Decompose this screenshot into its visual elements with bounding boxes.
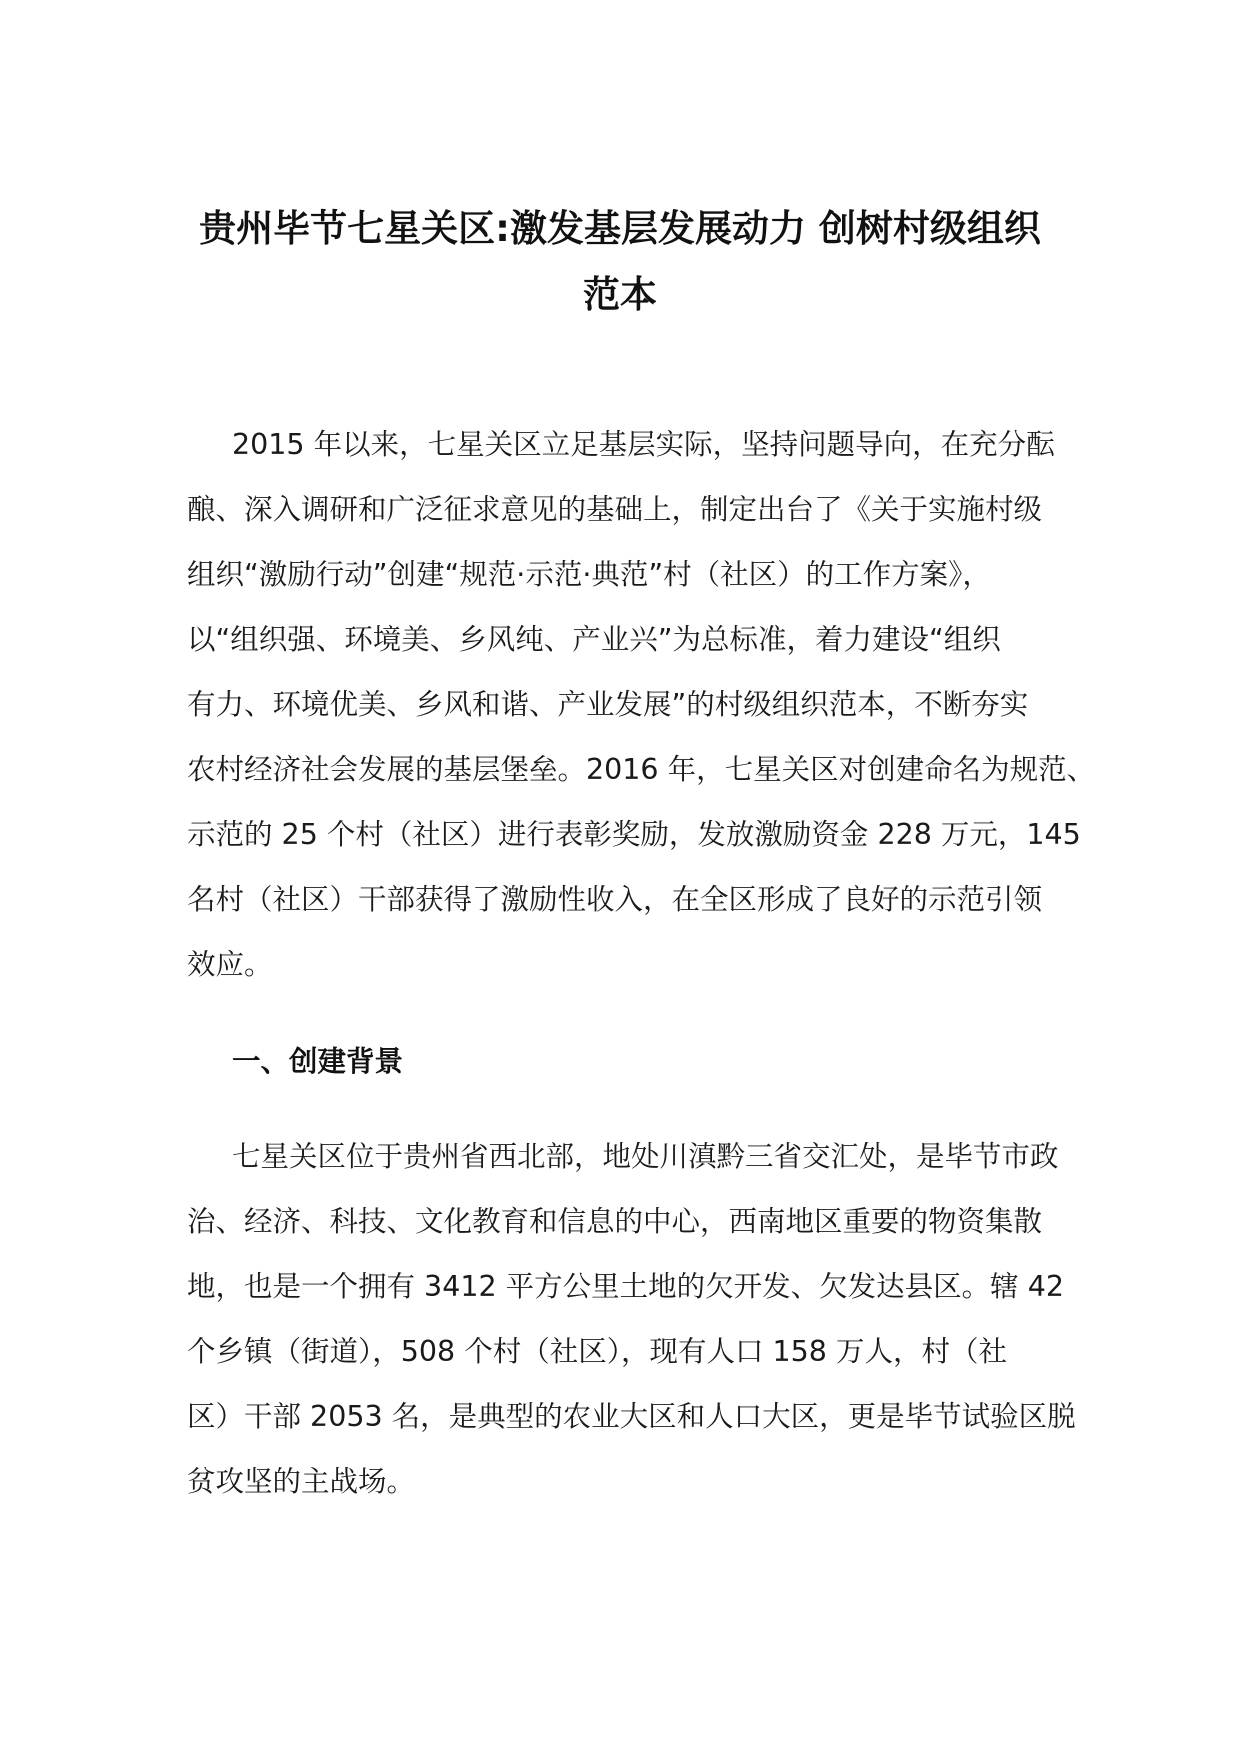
paragraph-2-line: 治、经济、科技、文化教育和信息的中心，西南地区重要的物资集散 bbox=[187, 1205, 1043, 1238]
paragraph-1-line: 示范的 25 个村（社区）进行表彰奖励，发放激励资金 228 万元，145 bbox=[187, 818, 1081, 851]
paragraph-1-line: 酿、深入调研和广泛征求意见的基础上，制定出台了《关于实施村级 bbox=[187, 493, 1043, 526]
document-title bbox=[170, 196, 1070, 328]
paragraph-1-line: 有力、环境优美、乡风和谐、产业发展”的村级组织范本，不断夯实 bbox=[187, 688, 1029, 721]
paragraph-1-line: 农村经济社会发展的基层堡垒。2016 年，七星关区对创建命名为规范、 bbox=[187, 753, 1096, 786]
title-line-1: 贵州毕节七星关区:激发基层发展动力 创树村级组织 bbox=[199, 207, 1041, 250]
paragraph-1-line: 组织“激励行动”创建“规范·示范·典范”村（社区）的工作方案》， bbox=[187, 558, 991, 591]
paragraph-2-line: 个乡镇（街道），508 个村（社区），现有人口 158 万人，村（社 bbox=[187, 1335, 1007, 1368]
paragraph-2-line: 七星关区位于贵州省西北部，地处川滇黔三省交汇处，是毕节市政 bbox=[232, 1140, 1059, 1173]
paragraph-1-line: 以“组织强、环境美、乡风纯、产业兴”为总标准，着力建设“组织 bbox=[187, 623, 1001, 656]
paragraph-1-line: 名村（社区）干部获得了激励性收入，在全区形成了良好的示范引领 bbox=[187, 883, 1043, 916]
title-line-2: 范本 bbox=[583, 273, 657, 316]
section-heading: 一、创建背景 bbox=[232, 1045, 404, 1078]
paragraph-2-line: 区）干部 2053 名，是典型的农业大区和人口大区，更是毕节试验区脱 bbox=[187, 1400, 1076, 1433]
paragraph-1-line: 效应。 bbox=[187, 948, 273, 981]
paragraph-2-line: 贫攻坚的主战场。 bbox=[187, 1465, 416, 1498]
paragraph-2-line: 地，也是一个拥有 3412 平方公里土地的欠开发、欠发达县区。辖 42 bbox=[187, 1270, 1064, 1303]
paragraph-1-line: 2015 年以来，七星关区立足基层实际，坚持问题导向，在充分酝 bbox=[232, 428, 1055, 461]
